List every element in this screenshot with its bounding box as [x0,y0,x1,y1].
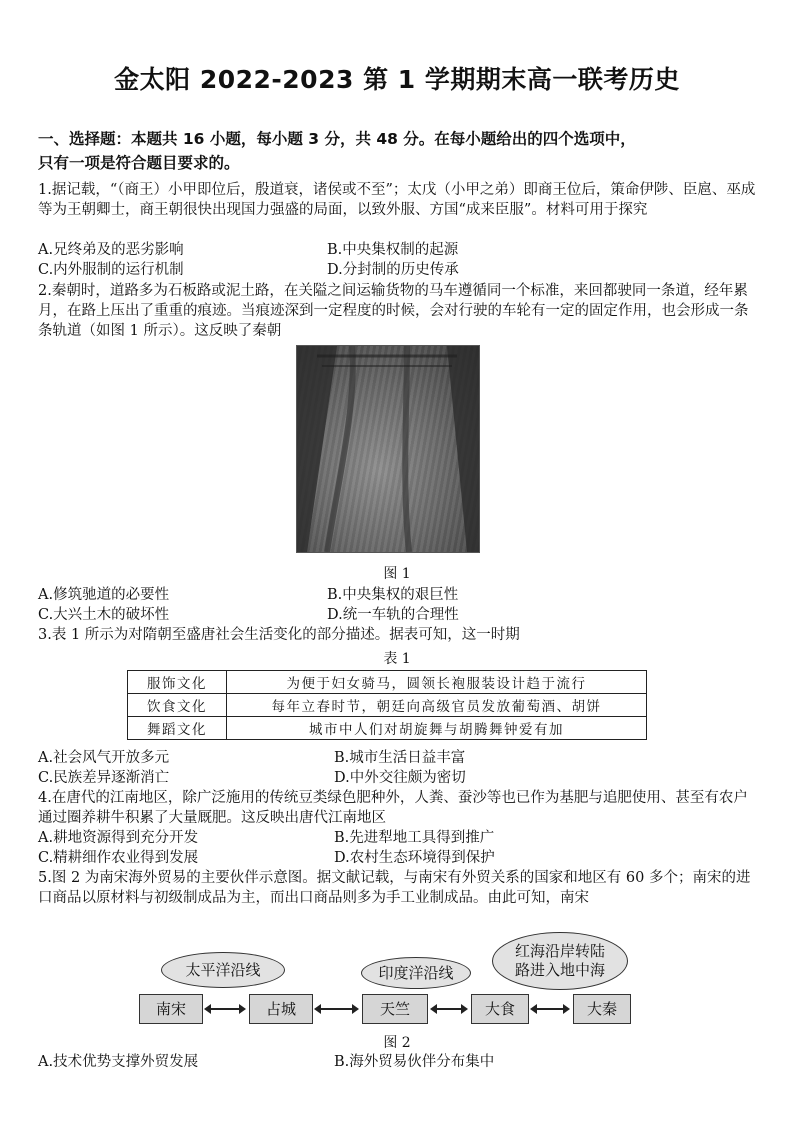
q1-option-a: A.兄终弟及的恶劣影响 [38,242,184,258]
q3-option-d: D.中外交往颇为密切 [334,770,466,786]
table-1 [127,670,647,740]
section-heading-line-1: 一、选择题：本题共 16 小题，每小题 3 分，共 48 分。在每小题给出的四个选项中， [38,130,636,148]
table-value-cell: 为便于妇女骑马，圆领长袍服装设计趋于流行 [227,671,647,694]
q3-option-c: C.民族差异逐渐消亡 [38,770,170,786]
q5-option-a: A.技术优势支撑外贸发展 [38,1054,199,1070]
table-row [128,694,647,717]
figure-2-caption: 图 2 [383,1035,411,1051]
q2-option-a: A.修筑驰道的必要性 [38,587,170,603]
photo-sketch [297,346,479,552]
question-2-stem: 2.秦朝时，道路多为石板路或泥土路，在关隘之间运输货物的马车遵循同一个标准，来回都驶同一条道，经年累月，在路上压出了重重的痕迹。当痕迹深到一定程度的时候，会对行驶的车轮有一定的固定作用，也会形成一条条轨道（如图 1 所示）。这反映了秦朝 [38,283,749,339]
oval-indian-ocean-route: 印度洋沿线 [361,957,471,989]
oval-red-sea-line-2: 路进入地中海 [514,961,605,979]
q4-option-c: C.精耕细作农业得到发展 [38,850,199,866]
question-3-stem: 3.表 1 所示为对隋朝至盛唐社会生活变化的部分描述。据表可知，这一时期 [38,627,520,643]
box-southern-song: 南宋 [139,994,203,1024]
box-dashi: 大食 [471,994,529,1024]
question-4-stem: 4.在唐代的江南地区，除广泛施用的传统豆类绿色肥种外，人粪、蚕沙等也已作为基肥与追肥使用、甚至有农户通过圈养耕牛积累了大量厩肥。这反映出唐代江南地区 [38,790,748,826]
q4-option-a: A.耕地资源得到充分开发 [38,830,199,846]
q2-option-b: B.中央集权的艰巨性 [327,587,459,603]
section-heading-line-2: 只有一项是符合题目要求的。 [38,154,240,172]
oval-pacific-route: 太平洋沿线 [161,952,285,988]
question-5-stem: 5.图 2 为南宋海外贸易的主要伙伴示意图。据文献记载，与南宋有外贸关系的国家和地区有 60 多个；南宋的进口商品以原材料与初级制成品为主，而出口商品则多为手工业制成品。由此可知，南宋 [38,870,751,906]
table-value-cell: 每年立春时节，朝廷向高级官员发放葡萄酒、胡饼 [227,694,647,717]
table-key-cell: 服饰文化 [128,671,227,694]
double-arrow [432,1008,466,1010]
question-1-stem: 1.据记载，“（商王）小甲即位后，殷道衰，诸侯或不至”；太戊（小甲之弟）即商王位后，策命伊陟、臣扈、巫成等为王朝卿士，商王朝很快出现国力强盛的局面，以致外服、方国“成来臣服”。材料可用于探究 [38,182,756,218]
q3-option-b: B.城市生活日益丰富 [334,750,466,766]
q1-option-c: C.内外服制的运行机制 [38,262,184,278]
oval-red-sea-line-1: 红海沿岸转陆 [514,942,605,960]
box-tianzhu: 天竺 [362,994,428,1024]
oval-red-sea-route [492,932,628,990]
table-key-cell: 舞蹈文化 [128,717,227,740]
q3-option-a: A.社会风气开放多元 [38,750,170,766]
table-row [128,671,647,694]
table-key-cell: 饮食文化 [128,694,227,717]
q4-option-d: D.农村生态环境得到保护 [334,850,495,866]
q4-option-b: B.先进犁地工具得到推广 [334,830,495,846]
q2-option-c: C.大兴土木的破坏性 [38,607,170,623]
q1-option-b: B.中央集权制的起源 [327,242,459,258]
double-arrow [532,1008,568,1010]
section-heading [38,127,758,175]
q2-option-d: D.统一车轨的合理性 [327,607,459,623]
box-daqin: 大秦 [573,994,631,1024]
table-row [128,717,647,740]
figure-1-rut-road-photo [296,345,480,553]
table-1-caption: 表 1 [383,651,411,667]
double-arrow [316,1008,357,1010]
q5-option-b: B.海外贸易伙伴分布集中 [334,1054,495,1070]
figure-1-caption: 图 1 [383,566,411,582]
box-champa: 占城 [249,994,313,1024]
q1-option-d: D.分封制的历史传承 [327,262,459,278]
table-value-cell: 城市中人们对胡旋舞与胡腾舞钟爱有加 [227,717,647,740]
page-title: 金太阳 2022-2023 第 1 学期期末高一联考历史 [114,65,680,94]
double-arrow [206,1008,244,1010]
